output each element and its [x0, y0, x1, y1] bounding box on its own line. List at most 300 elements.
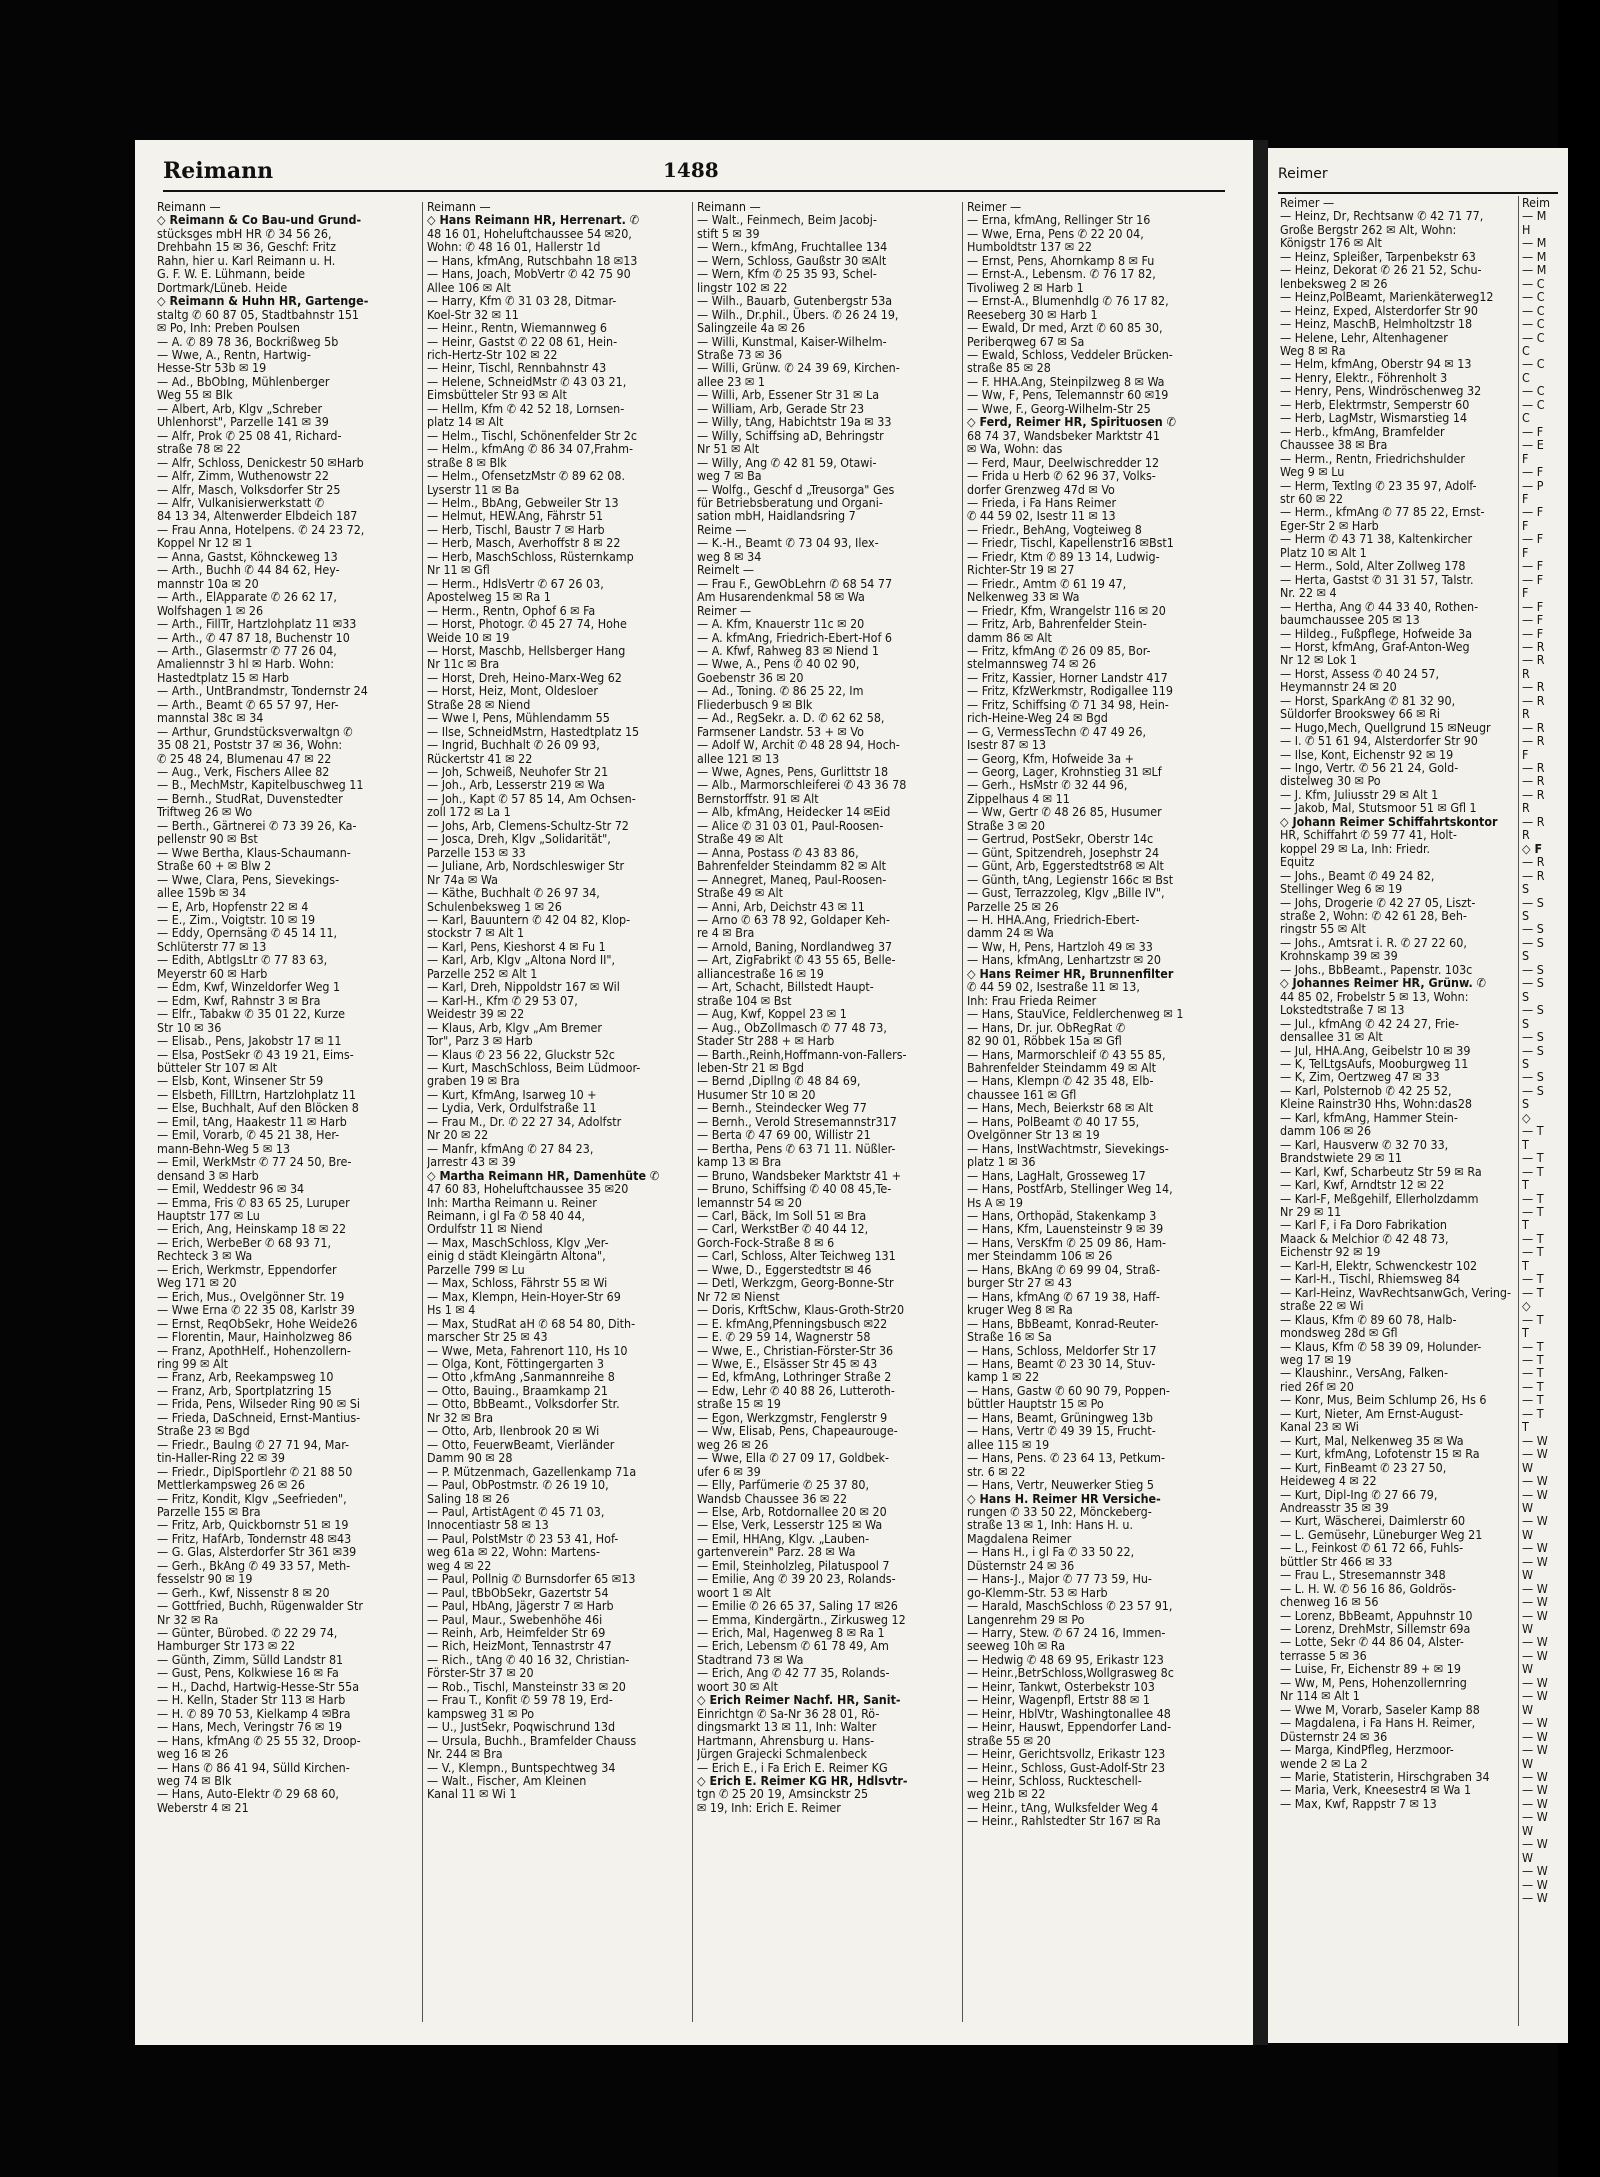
directory-entry-line: — Ferd, Maur, Deelwischredder 12 [967, 454, 1160, 470]
directory-entry-line: — G. Glas, Alsterdorfer Str 361 ✉39 [157, 1544, 357, 1560]
directory-entry-line: — Manfr, kfmAng ✆ 27 84 23, [427, 1140, 594, 1156]
directory-entry-line: — Erich, Werkmstr, Eppendorfer [157, 1261, 337, 1277]
directory-entry-line: — R [1522, 733, 1545, 749]
directory-entry-line: — Erich E., i Fa Erich E. Reimer KG [697, 1759, 888, 1775]
directory-entry-line: — Frida, Pens, Wilseder Ring 90 ✉ Si [157, 1396, 360, 1412]
directory-entry-line: — S [1522, 1042, 1544, 1058]
directory-entry-line: — Harry, Kfm ✆ 31 03 28, Ditmar- [427, 293, 617, 309]
directory-entry-line: Nr 74a ✉ Wa [427, 871, 498, 887]
directory-entry-line: Nr 72 ✉ Nienst [697, 1288, 780, 1304]
directory-entry-line: — W [1522, 1795, 1548, 1811]
directory-entry-line: — W [1522, 1473, 1548, 1489]
directory-entry-line: Heymannstr 24 ✉ 20 [1280, 679, 1397, 695]
directory-entry-line: — W [1522, 1580, 1548, 1596]
directory-entry-line: — Herta, Gastst ✆ 31 31 57, Talstr. [1280, 571, 1474, 587]
directory-entry-line: Förster-Str 37 ✉ 20 [427, 1665, 534, 1681]
directory-entry-line: — Heinr., Rahlstedter Str 167 ✉ Ra [967, 1813, 1161, 1829]
directory-entry-line: terrasse 5 ✉ 36 [1280, 1647, 1367, 1663]
directory-entry-line: weg 4 ✉ 22 [427, 1557, 492, 1573]
directory-entry-line: — Emil, WerkMstr ✆ 77 24 50, Bre- [157, 1154, 352, 1170]
directory-entry-line: ◇ Hans H. Reimer HR Versiche- [967, 1490, 1161, 1506]
directory-entry-line: — H. ✆ 89 70 53, Kielkamp 4 ✉Bra [157, 1705, 351, 1721]
directory-entry-line: — V., Klempn., Buntspechtweg 34 [427, 1759, 616, 1775]
directory-entry-line: — Ernst-A., Lebensm. ✆ 76 17 82, [967, 266, 1156, 282]
directory-entry-line: — Horst, SparkAng ✆ 81 32 90, [1280, 692, 1456, 708]
directory-entry-line: lemannstr 54 ✉ 20 [697, 1194, 802, 1210]
directory-entry-line: — Erna, kfmAng, Rellinger Str 16 [967, 212, 1151, 228]
directory-entry-line: — Ingo, Vertr. ✆ 56 21 24, Gold- [1280, 760, 1459, 776]
directory-entry-line: — Emil, Weddestr 96 ✉ 34 [157, 1181, 305, 1197]
directory-entry-line: — Franz, Arb, Sportplatzring 15 [157, 1382, 332, 1398]
directory-entry-line: — F [1522, 571, 1544, 587]
directory-entry-line: Stellinger Weg 6 ✉ 19 [1280, 881, 1403, 897]
directory-entry-line: Kleine Rainstr30 Hhs, Wohn:das28 [1280, 1096, 1473, 1112]
directory-entry-line: — Bernh., Steindecker Weg 77 [697, 1100, 867, 1116]
directory-entry-line: — Anna, Postass ✆ 43 83 86, [697, 844, 859, 860]
directory-entry-line: — B., MechMstr, Kapitelbuschweg 11 [157, 777, 364, 793]
directory-entry-line: Jarrestr 43 ✉ 39 [427, 1154, 516, 1170]
directory-entry-line: — Heinr, Gerichtsvollz, Erikastr 123 [967, 1746, 1166, 1762]
directory-entry-line: — Hans, BbBeamt, Konrad-Reuter- [967, 1315, 1159, 1331]
directory-entry-line: Reimann — [697, 200, 761, 214]
directory-entry-line: — Willi, Kunstmal, Kaiser-Wilhelm- [697, 333, 887, 349]
directory-entry-line: — Gerh., BkAng ✆ 49 33 57, Meth- [157, 1557, 351, 1573]
directory-entry-line: — E [1522, 437, 1544, 453]
directory-entry-line: — Johs., Amtsrat i. R. ✆ 27 22 60, [1280, 934, 1467, 950]
directory-entry-line: — Hugo,Mech, Quellgrund 15 ✉Neugr [1280, 719, 1491, 735]
directory-entry-line: — M [1522, 262, 1547, 278]
directory-entry-line: R [1522, 665, 1530, 681]
directory-entry-line: — Elfr., Tabakw ✆ 35 01 22, Kurze [157, 1006, 346, 1022]
directory-entry-line: Inh: Martha Reimann u. Reiner [427, 1194, 597, 1210]
directory-entry-line: — Kurt, Dipl-Ing ✆ 27 66 79, [1280, 1486, 1438, 1502]
directory-entry-line: — Frida u Herb ✆ 62 96 37, Volks- [967, 468, 1156, 484]
directory-entry-line: Nr 11 ✉ Gfl [427, 562, 490, 578]
directory-entry-line: — Anna, Gastst, Köhnckeweg 13 [157, 548, 338, 564]
directory-entry-line: T [1522, 1136, 1529, 1152]
directory-entry-line: — K.-H., Beamt ✆ 73 04 93, Ilex- [697, 535, 879, 551]
directory-entry-line: Innocentiastr 58 ✉ 13 [427, 1517, 549, 1533]
directory-entry-line: — S [1522, 934, 1544, 950]
directory-entry-line: stelmannsweg 74 ✉ 26 [967, 656, 1097, 672]
directory-entry-line: stift 5 ✉ 39 [697, 225, 760, 241]
directory-entry-line: — Herm., Sold, Alter Zollweg 178 [1280, 558, 1466, 574]
directory-entry-line: — Wilh., Bauarb, Gutenbergstr 53a [697, 293, 893, 309]
directory-entry-line: — F [1522, 504, 1544, 520]
directory-entry-line: — A. kfmAng, Friedrich-Ebert-Hof 6 [697, 629, 892, 645]
directory-entry-line: — Willy, tAng, Habichtstr 19a ✉ 33 [697, 414, 892, 430]
directory-entry-line: Tor", Parz 3 ✉ Harb [427, 1033, 533, 1049]
directory-entry-line: allee 115 ✉ 19 [967, 1436, 1050, 1452]
directory-entry-line: — Art, Schacht, Billstedt Haupt- [697, 979, 874, 995]
directory-entry-line: — Walt., Feinmech, Beim Jacobj- [697, 212, 877, 228]
directory-entry-line: — Herb, MaschSchloss, Rüsternkamp [427, 548, 634, 564]
directory-entry-line: — Emma, Fris ✆ 83 65 25, Luruper [157, 1194, 350, 1210]
directory-entry-line: büttler Str 466 ✉ 33 [1280, 1553, 1393, 1569]
directory-entry-line: — Arnold, Baning, Nordlandweg 37 [697, 938, 893, 954]
directory-entry-line: Weg 55 ✉ Blk [157, 387, 233, 403]
directory-entry-line: — Gertrud, PostSekr, Oberstr 14c [967, 831, 1154, 847]
directory-entry-line: weg 74 ✉ Blk [157, 1773, 232, 1789]
directory-entry-line: — S [1522, 1002, 1544, 1018]
directory-entry-line: — W [1522, 1876, 1548, 1892]
directory-entry-line: — Herb., kfmAng, Bramfelder [1280, 423, 1445, 439]
directory-entry-line: — Hans, BkAng ✆ 69 99 04, Straß- [967, 1261, 1160, 1277]
directory-entry-line: — T [1522, 1190, 1544, 1206]
directory-entry-line: tgn ✆ 25 20 19, Amsinckstr 25 [697, 1786, 869, 1802]
directory-entry-line: — Lorenz, DrehMstr, Sillemstr 69a [1280, 1621, 1471, 1637]
directory-entry-line: — Heinr., Rentn, Wiemannweg 6 [427, 320, 608, 336]
directory-entry-line: — Herb, LagMstr, Wismarstieg 14 [1280, 410, 1468, 426]
directory-entry-line: — Olga, Kont, Föttingergarten 3 [427, 1355, 604, 1371]
directory-entry-line: — Friedr., DiplSportlehr ✆ 21 88 50 [157, 1463, 353, 1479]
directory-entry-line: — Wern, Kfm ✆ 25 35 93, Schel- [697, 266, 877, 282]
directory-entry-line: Wohn: ✆ 48 16 01, Hallerstr 1d [427, 239, 601, 255]
directory-entry-line: — Hans, Beamt ✆ 23 30 14, Stuv- [967, 1355, 1156, 1371]
directory-entry-line: — W [1522, 1782, 1548, 1798]
directory-entry-line: C [1522, 410, 1530, 426]
directory-entry-line: Reimer — [1280, 196, 1335, 210]
directory-entry-line: ✉ Po, Inh: Preben Poulsen [157, 320, 300, 336]
directory-entry-line: — Hans, Auto-Elektr ✆ 29 68 60, [157, 1786, 339, 1802]
directory-entry-line: Damm 90 ✉ 28 [427, 1450, 513, 1466]
directory-entry-line: platz 14 ✉ Alt [427, 414, 504, 430]
directory-entry-line: — H. Kelln, Stader Str 113 ✉ Harb [157, 1692, 346, 1708]
directory-entry-line: — M [1522, 248, 1547, 264]
directory-entry-line: — Ww, Elisab, Pens, Chapeaurouge- [697, 1423, 898, 1439]
directory-column-2 [427, 200, 699, 2040]
directory-entry-line: — Heinz,PolBeamt, Marienkäterweg12 [1280, 289, 1494, 305]
directory-entry-line: — E. ✆ 29 59 14, Wagnerstr 58 [697, 1329, 871, 1345]
directory-entry-line: — W [1522, 1863, 1548, 1879]
directory-entry-line: — Helm, kfmAng, Oberstr 94 ✉ 13 [1280, 356, 1472, 372]
directory-entry-line: Nr 20 ✉ 22 [427, 1127, 489, 1143]
directory-entry-line: Rahn, hier u. Karl Reimann u. H. [157, 252, 336, 268]
directory-entry-line: — Erich, WerbeBer ✆ 68 93 71, [157, 1234, 332, 1250]
directory-entry-line: — Helm., OfensetzMstr ✆ 89 62 08. [427, 468, 625, 484]
directory-entry-line: — Kurt, KfmAng, Isarweg 10 + [427, 1086, 597, 1102]
directory-entry-line: — S [1522, 1082, 1544, 1098]
directory-entry-line: — Kurt, Wäscherei, Daimlerstr 60 [1280, 1513, 1466, 1529]
directory-entry-line: Brandstwiete 29 ✉ 11 [1280, 1150, 1403, 1166]
directory-entry-line: — C [1522, 356, 1545, 372]
directory-entry-line: kamp 13 ✉ Bra [697, 1154, 782, 1170]
directory-entry-line: — Friedr., BehAng, Vogteiweg 8 [967, 521, 1142, 537]
directory-entry-line: W [1522, 1499, 1534, 1515]
directory-entry-line: — Horst, Photogr. ✆ 45 27 74, Hohe [427, 616, 627, 632]
directory-entry-line: Isestr 87 ✉ 13 [967, 737, 1047, 753]
directory-entry-line: — Ad., Toning. ✆ 86 25 22, Im [697, 683, 864, 699]
directory-entry-line: Gorch-Fock-Straße 8 ✉ 6 [697, 1234, 835, 1250]
directory-entry-line: W [1522, 1849, 1534, 1865]
directory-entry-line: — R [1522, 813, 1545, 829]
directory-entry-line: — S [1522, 921, 1544, 937]
directory-entry-line: — Hellm, Kfm ✆ 42 52 18, Lornsen- [427, 400, 625, 416]
directory-entry-line: — Edm, Kwf, Winzeldorfer Weg 1 [157, 979, 341, 995]
directory-entry-line: Hs 1 ✉ 4 [427, 1302, 476, 1318]
directory-entry-line: — Friedr, Kfm, Wrangelstr 116 ✉ 20 [967, 602, 1166, 618]
directory-entry-line: T [1522, 1257, 1529, 1273]
directory-entry-line: — Heinr, Tischl, Rennbahnstr 43 [427, 360, 607, 376]
directory-entry-line: — Eddy, Opernsäng ✆ 45 14 11, [157, 925, 338, 941]
directory-entry-line: Inh: Frau Frieda Reimer [967, 992, 1097, 1008]
directory-entry-line: — Wwe, Agnes, Pens, Gurlittstr 18 [697, 764, 889, 780]
directory-entry-line: Bahrenfelder Steindamm 82 ✉ Alt [697, 858, 887, 874]
directory-entry-line: ◇ [1522, 1298, 1531, 1314]
directory-entry-line: — Emma, Kindergärtn., Zirkusweg 12 [697, 1611, 906, 1627]
directory-entry-line: Stader Str 288 + ✉ Harb [697, 1033, 835, 1049]
directory-entry-line: — Heinz, MaschB, Helmholtzstr 18 [1280, 316, 1473, 332]
directory-entry-line: — Doris, KrftSchw, Klaus-Groth-Str20 [697, 1302, 905, 1318]
directory-entry-line: straße 13 ✉ 1, Inh: Hans H. u. [967, 1517, 1133, 1533]
directory-entry-line: — Aug., ObZollmasch ✆ 77 48 73, [697, 1019, 887, 1035]
directory-entry-line: — W [1522, 1674, 1548, 1690]
directory-entry-line: weg 26 ✉ 26 [697, 1436, 769, 1452]
directory-entry-line: — W [1522, 1446, 1548, 1462]
directory-entry-line: — T [1522, 1351, 1544, 1367]
directory-entry-line: Parzelle 252 ✉ Alt 1 [427, 965, 538, 981]
directory-entry-line: straße 78 ✉ 22 [157, 441, 241, 457]
directory-entry-line: — Paul, ArtistAgent ✆ 45 71 03, [427, 1503, 605, 1519]
directory-entry-line: Jürgen Grajecki Schmalenbeck [697, 1746, 868, 1762]
directory-entry-line: W [1522, 1701, 1534, 1717]
directory-column-3 [697, 200, 969, 2040]
directory-entry-line: R [1522, 706, 1530, 722]
directory-entry-line: — William, Arb, Gerade Str 23 [697, 400, 865, 416]
directory-entry-line: H [1522, 221, 1531, 237]
directory-entry-line: ✆ 44 59 02, Isestr 11 ✉ 13 [967, 508, 1116, 524]
directory-entry-line: — Günter, Bürobed. ✆ 22 29 74, [157, 1625, 338, 1641]
directory-entry-line: densand 3 ✉ Harb [157, 1167, 259, 1183]
directory-entry-line: — Hans, Orthopäd, Stakenkamp 3 [967, 1207, 1157, 1223]
directory-entry-line: — Maria, Verk, Kneesestr4 ✉ Wa 1 [1280, 1782, 1472, 1798]
directory-entry-line: Saling 18 ✉ 26 [427, 1490, 510, 1506]
directory-entry-line: Weg 8 ✉ Ra [1280, 342, 1346, 358]
directory-entry-line: Nr 114 ✉ Alt 1 [1280, 1688, 1360, 1704]
directory-entry-line: — Ernst, Pens, Ahornkamp 8 ✉ Fu [967, 252, 1155, 268]
directory-entry-line: — F [1522, 531, 1544, 547]
directory-entry-line: — Elsb, Kont, Winsener Str 59 [157, 1073, 324, 1089]
directory-entry-line: str. 6 ✉ 22 [967, 1463, 1026, 1479]
directory-entry-line: ◇ Erich Reimer Nachf. HR, Sanit- [697, 1692, 901, 1708]
directory-entry-line: — Heinr, Hauswt, Eppendorfer Land- [967, 1719, 1172, 1735]
directory-entry-line: weg 8 ✉ 34 [697, 548, 762, 564]
directory-entry-line: — Herb, Masch, Averhoffstr 8 ✉ 22 [427, 535, 621, 551]
directory-entry-line: — Herm., HdlsVertr ✆ 67 26 03, [427, 575, 604, 591]
directory-entry-line: — G, VermessTechn ✆ 47 49 26, [967, 723, 1147, 739]
directory-entry-line: — T [1522, 1338, 1544, 1354]
directory-entry-line: — Karl, kfmAng, Hammer Stein- [1280, 1109, 1458, 1125]
directory-entry-line: — Helm., BbAng, Gebweiler Str 13 [427, 494, 619, 510]
directory-entry-line: Parzelle 155 ✉ Bra [157, 1503, 261, 1519]
directory-entry-line: — Frieda, i Fa Hans Reimer [967, 494, 1117, 510]
directory-entry-line: zoll 172 ✉ La 1 [427, 804, 511, 820]
directory-entry-line: — Gottfried, Buchh, Rügenwalder Str [157, 1598, 363, 1614]
directory-entry-line: — W [1522, 1836, 1548, 1852]
directory-entry-line: Straße 23 ✉ Bgd [157, 1423, 250, 1439]
directory-entry-line: — Herm., Rentn, Ophof 6 ✉ Fa [427, 602, 596, 618]
directory-entry-line: — Konr, Mus, Beim Schlump 26, Hs 6 [1280, 1392, 1487, 1408]
directory-entry-line: — Max, StudRat aH ✆ 68 54 80, Dith- [427, 1315, 636, 1331]
directory-entry-line: kruger Weg 8 ✉ Ra [967, 1302, 1073, 1318]
directory-entry-line: S [1522, 988, 1530, 1004]
directory-entry-line: — Joh., Kapt ✆ 57 85 14, Am Ochsen- [427, 790, 636, 806]
directory-entry-line: — Hans, Kfm, Lauensteinstr 9 ✉ 39 [967, 1221, 1164, 1237]
directory-entry-line: Reeseberg 30 ✉ Harb 1 [967, 306, 1098, 322]
directory-entry-line: — Wwe, A., Rentn, Hartwig- [157, 346, 311, 362]
directory-entry-line: Reimelt — [697, 562, 755, 578]
directory-entry-line: — Henry, Pens, Windröschenweg 32 [1280, 383, 1482, 399]
directory-entry-line: Eger-Str 2 ✉ Harb [1280, 517, 1379, 533]
directory-entry-line: — Kurt, kfmAng, Lofotenstr 15 ✉ Ra [1280, 1446, 1480, 1462]
directory-entry-line: — E. kfmAng,Pfenningsbusch ✉22 [697, 1315, 888, 1331]
directory-entry-line: — W [1522, 1594, 1548, 1610]
directory-entry-line: — Emil, tAng, Haakestr 11 ✉ Harb [157, 1113, 347, 1129]
directory-entry-line: — A. ✆ 89 78 36, Bockrißweg 5b [157, 333, 339, 349]
directory-entry-line: für Betriebsberatung und Organi- [697, 494, 883, 510]
directory-entry-line: W [1522, 1567, 1534, 1583]
directory-entry-line: — Alb., Marmorschleiferei ✆ 43 36 78 [697, 777, 907, 793]
directory-entry-line: — T [1522, 1244, 1544, 1260]
directory-entry-line: — T [1522, 1284, 1544, 1300]
directory-entry-line: Straße 16 ✉ Sa [967, 1329, 1052, 1345]
directory-entry-line: Kanal 23 ✉ Wi [1280, 1419, 1359, 1435]
directory-entry-line: F [1522, 585, 1529, 601]
directory-entry-line: — Paul, tBbObSekr, Gazertstr 54 [427, 1584, 609, 1600]
directory-entry-line: damm 24 ✉ Wa [967, 925, 1054, 941]
directory-entry-line: HR, Schiffahrt ✆ 59 77 41, Holt- [1280, 827, 1457, 843]
directory-entry-line: — Klaushinr., VersAng, Falken- [1280, 1365, 1449, 1381]
directory-entry-line: Bernstorffstr. 91 ✉ Alt [697, 790, 819, 806]
directory-entry-line: Nr 32 ✉ Ra [157, 1611, 219, 1627]
directory-entry-line: leben-Str 21 ✉ Bgd [697, 1060, 804, 1075]
directory-entry-line: — F [1522, 464, 1544, 480]
directory-entry-line: — F [1522, 625, 1544, 641]
directory-entry-line: Schlüterstr 77 ✉ 13 [157, 938, 267, 954]
directory-entry-line: straße 104 ✉ Bst [697, 992, 792, 1008]
directory-entry-line: wende 2 ✉ La 2 [1280, 1755, 1368, 1771]
directory-entry-line: — Ursula, Buchh., Bramfelder Chauss [427, 1732, 637, 1748]
directory-entry-line: rich-Hertz-Str 102 ✉ 22 [427, 346, 558, 362]
directory-entry-line: — R [1522, 786, 1545, 802]
directory-entry-line: 44 85 02, Frobelstr 5 ✉ 13, Wohn: [1280, 988, 1469, 1004]
directory-entry-line: Reime — [697, 521, 747, 537]
directory-entry-line: F [1522, 490, 1529, 506]
directory-entry-line: — F [1522, 558, 1544, 574]
directory-entry-line: — Marga, KindPfleg, Herzmoor- [1280, 1742, 1454, 1758]
directory-entry-line: — T [1522, 1311, 1544, 1327]
directory-entry-line: — Ad., RegSekr. a. D. ✆ 62 62 58, [697, 710, 885, 726]
directory-entry-line: — Ewald, Schloss, Veddeler Brücken- [967, 346, 1173, 362]
directory-entry-line: — Paul, Maur., Swebenhöhe 46i [427, 1611, 603, 1627]
directory-entry-line: — Alfr, Masch, Volksdorfer Str 25 [157, 481, 341, 497]
directory-entry-line: — Wwe, F., Georg-Wilhelm-Str 25 [967, 400, 1151, 416]
directory-entry-line: — Hedwig ✆ 48 69 95, Erikastr 123 [967, 1651, 1164, 1667]
directory-entry-line: — Wilh., Dr.phil., Übers. ✆ 26 24 19, [697, 306, 899, 322]
directory-entry-line: allee 159b ✉ 34 [157, 885, 247, 901]
directory-entry-line: — W [1522, 1553, 1548, 1569]
directory-entry-line: graben 19 ✉ Bra [427, 1073, 520, 1089]
directory-entry-line: — Heinr, Tankwt, Osterbekstr 103 [967, 1678, 1155, 1694]
directory-entry-line: — W [1522, 1607, 1548, 1623]
directory-entry-line: stockstr 7 ✉ Alt 1 [427, 925, 525, 941]
directory-entry-line: — L. Gemüsehr, Lüneburger Weg 21 [1280, 1526, 1483, 1542]
directory-entry-line: — J. Kfm, Juliusstr 29 ✉ Alt 1 [1280, 786, 1439, 802]
directory-entry-line: — Wwe Bertha, Klaus-Schaumann- [157, 844, 351, 860]
directory-entry-line: ◇ Ferd, Reimer HR, Spirituosen ✆ [967, 414, 1176, 430]
directory-entry-line: — Frau Anna, Hotelpens. ✆ 24 23 72, [157, 521, 365, 537]
directory-entry-line: Farmsener Landstr. 53 + ✉ Vo [697, 723, 864, 739]
directory-entry-line: — Jul., kfmAng ✆ 42 24 27, Frie- [1280, 1015, 1459, 1031]
directory-entry-line: F [1522, 746, 1529, 762]
running-head-name: Reimer [1278, 166, 1328, 182]
directory-entry-line: — Ww, H, Pens, Hartzloh 49 ✉ 33 [967, 938, 1153, 954]
directory-entry-line: — Arth., ElApparate ✆ 26 62 17, [157, 589, 337, 605]
directory-entry-line: — Hans H., i gl Fa ✆ 33 50 22, [967, 1544, 1135, 1560]
directory-entry-line: Amaliennstr 3 hl ✉ Harb. Wohn: [157, 656, 334, 672]
directory-entry-line: — Hans, Marmorschleif ✆ 43 55 85, [967, 1046, 1166, 1062]
directory-entry-line: ✆ 25 48 24, Blumenau 47 ✉ 22 [157, 750, 332, 766]
directory-entry-line: Dortmark/Lüneb. Heide [157, 279, 288, 295]
directory-entry-line: — Carl, WerkstBer ✆ 40 44 12, [697, 1221, 869, 1237]
directory-entry-line: Hastedtplatz 15 ✉ Harb [157, 669, 289, 685]
directory-entry-line: — Gerh., HsMstr ✆ 32 44 96, [967, 777, 1128, 793]
directory-entry-line: Mettlerkampsweg 26 ✉ 26 [157, 1477, 305, 1493]
directory-entry-line: mannstr 10a ✉ 20 [157, 575, 259, 591]
directory-entry-line: S [1522, 948, 1530, 964]
directory-entry-line: — W [1522, 1647, 1548, 1663]
directory-entry-line: — U., JustSekr, Poqwischrund 13d [427, 1719, 616, 1735]
directory-entry-line: straße 2, Wohn: ✆ 42 61 28, Beh- [1280, 908, 1467, 924]
directory-entry-line: Allee 106 ✉ Alt [427, 279, 511, 295]
directory-entry-line: — Ww, Gertr ✆ 48 26 85, Husumer [967, 804, 1162, 820]
directory-entry-line: — Arth., Beamt ✆ 65 57 97, Her- [157, 696, 339, 712]
directory-entry-line: — W [1522, 1769, 1548, 1785]
directory-entry-line: — Carl, Bäck, Im Soll 51 ✉ Bra [697, 1207, 867, 1223]
directory-entry-line: W [1522, 1661, 1534, 1677]
directory-entry-line: R [1522, 827, 1530, 843]
directory-entry-line: — Jakob, Mal, Stutsmoor 51 ✉ Gfl 1 [1280, 800, 1477, 816]
directory-entry-line: — Heinr, Schloss, Ruckteschell- [967, 1773, 1142, 1789]
directory-entry-line: seeweg 10h ✉ Ra [967, 1638, 1066, 1654]
directory-entry-line: weg 17 ✉ 19 [1280, 1351, 1352, 1367]
directory-entry-line: — Helmut, HEW.Ang, Fährstr 51 [427, 508, 604, 524]
directory-entry-line: Nr. 22 ✉ 4 [1280, 585, 1337, 601]
directory-entry-line: — F [1522, 612, 1544, 628]
directory-entry-line: — Herm ✆ 43 71 38, Kaltenkircher [1280, 531, 1473, 547]
directory-entry-line: — S [1522, 1029, 1544, 1045]
directory-entry-line: — Hans, Vertr, Neuwerker Stieg 5 [967, 1477, 1154, 1493]
directory-entry-line: W [1522, 1755, 1534, 1771]
directory-entry-line: — S [1522, 1069, 1544, 1085]
directory-entry-line: Maack & Melchior ✆ 42 48 73, [1280, 1230, 1449, 1246]
directory-entry-line: Tivoliweg 2 ✉ Harb 1 [967, 279, 1084, 295]
directory-entry-line: — Paul, ObPostmstr. ✆ 26 19 10, [427, 1477, 609, 1493]
directory-entry-line: — E., Zim., Voigtstr. 10 ✉ 19 [157, 912, 316, 928]
directory-entry-line: Krohnskamp 39 ✉ 39 [1280, 948, 1398, 964]
directory-entry-line: Ordulfstr 11 ✉ Niend [427, 1221, 543, 1237]
directory-entry-line: C [1522, 342, 1530, 358]
directory-entry-line: weg 16 ✉ 26 [157, 1746, 229, 1762]
column-divider [422, 202, 423, 2022]
directory-entry-line: — Friedr, Ktm ✆ 89 13 14, Ludwig- [967, 548, 1160, 564]
directory-entry-line: — T [1522, 1365, 1544, 1381]
directory-entry-line: mer Steindamm 106 ✉ 26 [967, 1248, 1113, 1264]
directory-entry-line: — Franz, Arb, Reekampsweg 10 [157, 1369, 334, 1385]
directory-entry-line: — Alfr, Prok ✆ 25 08 41, Richard- [157, 427, 342, 443]
directory-entry-line: — I. ✆ 51 61 94, Alsterdorfer Str 90 [1280, 733, 1478, 749]
directory-entry-line: — Horst, Dreh, Heino-Marx-Weg 62 [427, 669, 622, 685]
